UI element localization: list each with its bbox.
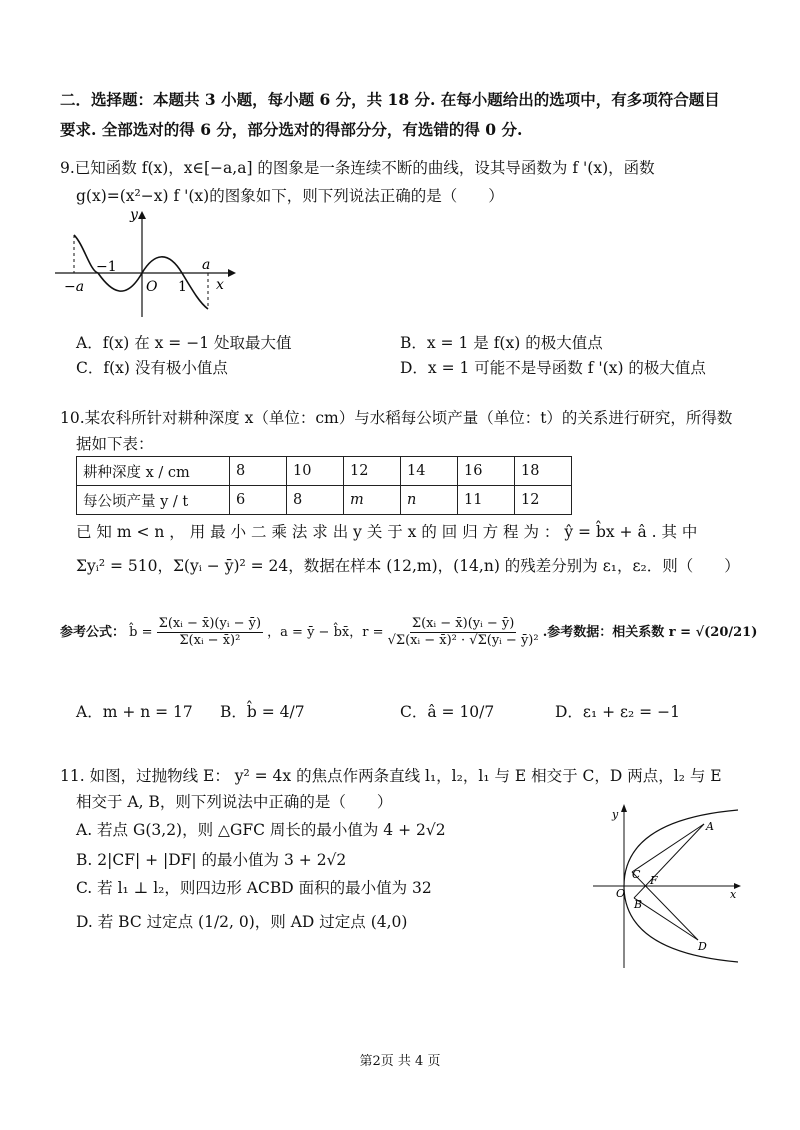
table-cell: n xyxy=(401,486,458,515)
q9-label-x: x xyxy=(216,277,224,293)
q9-option-d: D．x = 1 可能不是导函数 f '(x) 的极大值点 xyxy=(400,359,706,377)
q11-option-b: B. 2|CF| + |DF| 的最小值为 3 + 2√2 xyxy=(76,851,347,869)
q9-option-b: B．x = 1 是 f(x) 的极大值点 xyxy=(400,334,603,352)
q10-formula xyxy=(60,616,757,649)
q10-ref-data: .参考数据：相关系数 r = √(20/21) xyxy=(542,625,758,640)
q11-label-f: F xyxy=(650,874,658,887)
table-cell: 6 xyxy=(230,486,287,515)
table-cell: 耕种深度 x / cm xyxy=(77,457,230,486)
table-cell: m xyxy=(344,486,401,515)
q11-y-arrow xyxy=(621,804,627,812)
q10-line3: 已 知 m < n ， 用 最 小 二 乘 法 求 出 y 关 于 x 的 回 归 方 程 为 ： ŷ = b̂x + â . 其 中 xyxy=(76,523,698,541)
q11-label-a: A xyxy=(706,820,714,833)
q11-label-c: C xyxy=(632,868,641,881)
q9-option-a: A．f(x) 在 x = −1 处取最大值 xyxy=(76,334,292,352)
q11-line-ac xyxy=(632,824,704,872)
q11-label-y: y xyxy=(612,808,619,821)
q9-line2: g(x)=(x²−x) f '(x)的图象如下，则下列说法正确的是（ ） xyxy=(76,187,504,205)
table-row xyxy=(77,457,572,486)
q10-option-d: D．ε₁ + ε₂ = −1 xyxy=(555,703,680,721)
q11-option-a: A. 若点 G(3,2)，则 △GFC 周长的最小值为 4 + 2√2 xyxy=(76,821,446,839)
q11-label-d: D xyxy=(698,940,707,953)
q10-option-b: B．b̂ = 4/7 xyxy=(220,703,305,721)
q10-data-table xyxy=(76,456,572,515)
page-footer: 第2页 共 4 页 xyxy=(359,1054,441,1069)
q9-label-one: 1 xyxy=(178,279,187,295)
q10-formula-r-den: √Σ(xᵢ − x̄)² · √Σ(yᵢ − ȳ)² xyxy=(387,633,539,648)
q10-option-c: C．â = 10/7 xyxy=(400,703,495,721)
q10-formula-a: ，a = ȳ − b̂x̄，r = xyxy=(267,625,384,640)
q10-formula-r-num: Σ(xᵢ − x̄)(yᵢ − ȳ) xyxy=(411,616,515,631)
q9-label-a: a xyxy=(202,257,211,273)
table-cell: 10 xyxy=(287,457,344,486)
q11-label-b: B xyxy=(634,898,643,911)
q10-formula-r-frac xyxy=(388,616,539,649)
table-cell: 12 xyxy=(344,457,401,486)
q9-y-arrow xyxy=(138,211,146,219)
table-cell: 8 xyxy=(287,486,344,515)
q11-label-x: x xyxy=(730,888,737,901)
q11-option-d: D. 若 BC 过定点 (1/2, 0)，则 AD 过定点 (4,0) xyxy=(76,913,408,931)
table-cell: 14 xyxy=(401,457,458,486)
q11-graph xyxy=(588,800,748,970)
q10-line1: 10.某农科所针对耕种深度 x（单位：cm）与水稻每公顷产量（单位：t）的关系进行研究，所得数 xyxy=(60,409,733,427)
q11-option-c: C. 若 l₁ ⊥ l₂，则四边形 ACBD 面积的最小值为 32 xyxy=(76,879,432,897)
q10-formula-b-frac xyxy=(157,616,263,649)
q11-line2: 相交于 A, B，则下列说法中正确的是（ ） xyxy=(76,793,393,811)
section-header-line2: 要求. 全部选对的得 6 分，部分选对的得部分分，有选错的得 0 分. xyxy=(60,120,523,139)
q9-option-c: C．f(x) 没有极小值点 xyxy=(76,359,228,377)
q9-x-arrow xyxy=(228,269,236,277)
table-cell: 每公顷产量 y / t xyxy=(77,486,230,515)
q9-label-y: y xyxy=(130,207,138,223)
q10-formula-b-den: Σ(xᵢ − x̄)² xyxy=(179,633,241,648)
q10-formula-b-num: Σ(xᵢ − x̄)(yᵢ − ȳ) xyxy=(158,616,262,631)
table-cell: 16 xyxy=(458,457,515,486)
q10-line2: 据如下表： xyxy=(76,435,154,453)
table-cell: 18 xyxy=(515,457,572,486)
q9-curve xyxy=(74,235,211,309)
q10-formula-label: 参考公式： xyxy=(60,625,126,640)
q11-label-o: O xyxy=(616,887,626,900)
q11-line1: 11. 如图，过抛物线 E： y² = 4x 的焦点作两条直线 l₁，l₂，l₁ 与 E 相交于 C，D 两点，l₂ 与 E xyxy=(60,767,722,785)
q11-line-bd xyxy=(634,898,698,940)
table-cell: 11 xyxy=(458,486,515,515)
q9-label-neg-one: −1 xyxy=(96,259,117,275)
q10-option-a: A．m + n = 17 xyxy=(76,703,193,721)
q10-formula-b: b̂ = xyxy=(129,625,153,640)
q11-line-ab xyxy=(634,824,704,898)
q9-label-origin: O xyxy=(146,279,158,295)
q9-graph xyxy=(50,205,240,325)
q10-line4: Σyᵢ² = 510，Σ(yᵢ − ȳ)² = 24，数据在样本 (12,m)，(14,n) 的残差分别为 ε₁，ε₂．则（ ） xyxy=(76,557,740,575)
section-header-line1: 二．选择题：本题共 3 小题，每小题 6 分，共 18 分. 在每小题给出的选项中，有多项符合题目 xyxy=(60,90,720,109)
table-row xyxy=(77,486,572,515)
table-cell: 8 xyxy=(230,457,287,486)
q9-line1: 9.已知函数 f(x)，x∈[−a,a] 的图象是一条连续不断的曲线，设其导函数为 f '(x)，函数 xyxy=(60,159,655,177)
q9-label-neg-a: −a xyxy=(64,279,85,295)
table-cell: 12 xyxy=(515,486,572,515)
